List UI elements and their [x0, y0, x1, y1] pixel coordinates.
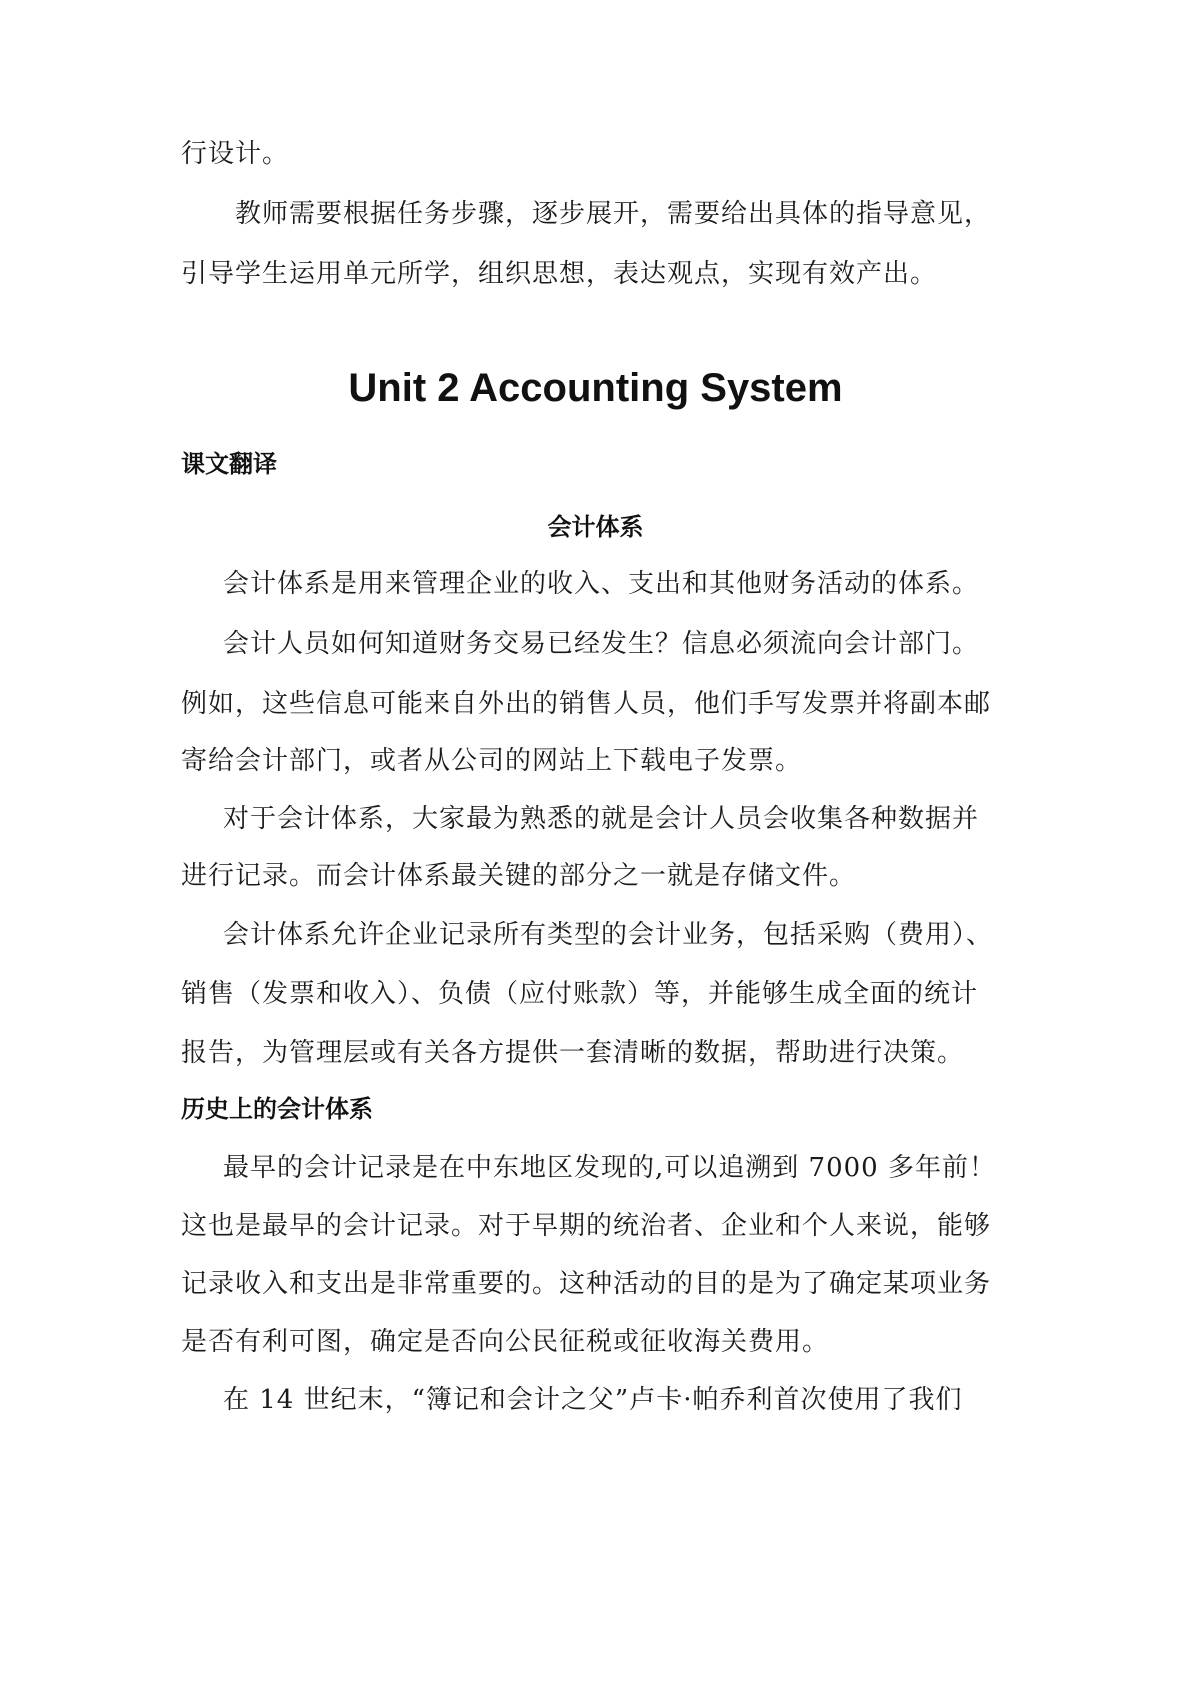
body-text-line: 引导学生运用单元所学，组织思想，表达观点，实现有效产出。	[181, 259, 938, 289]
body-text-line: 进行记录。而会计体系最关键的部分之一就是存储文件。	[181, 861, 857, 891]
body-text-line: 行设计。	[181, 139, 290, 169]
section-heading: 历史上的会计体系	[181, 1095, 373, 1123]
body-text-line: 对于会计体系，大家最为熟悉的就是会计人员会收集各种数据并	[223, 804, 980, 834]
body-text-line: 报告，为管理层或有关各方提供一套清晰的数据，帮助进行决策。	[181, 1038, 965, 1068]
body-text-line: 寄给会计部门，或者从公司的网站上下载电子发票。	[181, 746, 803, 776]
body-text-line: 会计体系允许企业记录所有类型的会计业务，包括采购（费用）、	[223, 920, 994, 950]
body-text-line: 教师需要根据任务步骤，逐步展开，需要给出具体的指导意见，	[235, 199, 992, 229]
body-text-line: 是否有利可图，确定是否向公民征税或征收海关费用。	[181, 1327, 830, 1357]
body-text-line: 记录收入和支出是非常重要的。这种活动的目的是为了确定某项业务	[181, 1269, 992, 1299]
body-text-line: 这也是最早的会计记录。对于早期的统治者、企业和个人来说，能够	[181, 1211, 992, 1241]
body-text-line: 会计体系是用来管理企业的收入、支出和其他财务活动的体系。	[223, 569, 980, 599]
article-title: 会计体系	[547, 513, 644, 541]
body-text-line: 最早的会计记录是在中东地区发现的,可以追溯到 7000 多年前！	[223, 1153, 996, 1183]
body-text-line: 例如，这些信息可能来自外出的销售人员，他们手写发票并将副本邮	[181, 689, 992, 719]
body-text-line: 销售（发票和收入）、负债（应付账款）等，并能够生成全面的统计	[181, 979, 979, 1009]
body-text-line: 会计人员如何知道财务交易已经发生？信息必须流向会计部门。	[223, 629, 980, 659]
unit-title: Unit 2 Accounting System	[348, 366, 843, 410]
body-text-line: 在 14 世纪末，“簿记和会计之父”卢卡·帕乔利首次使用了我们	[223, 1385, 963, 1415]
section-heading: 课文翻译	[181, 450, 277, 478]
